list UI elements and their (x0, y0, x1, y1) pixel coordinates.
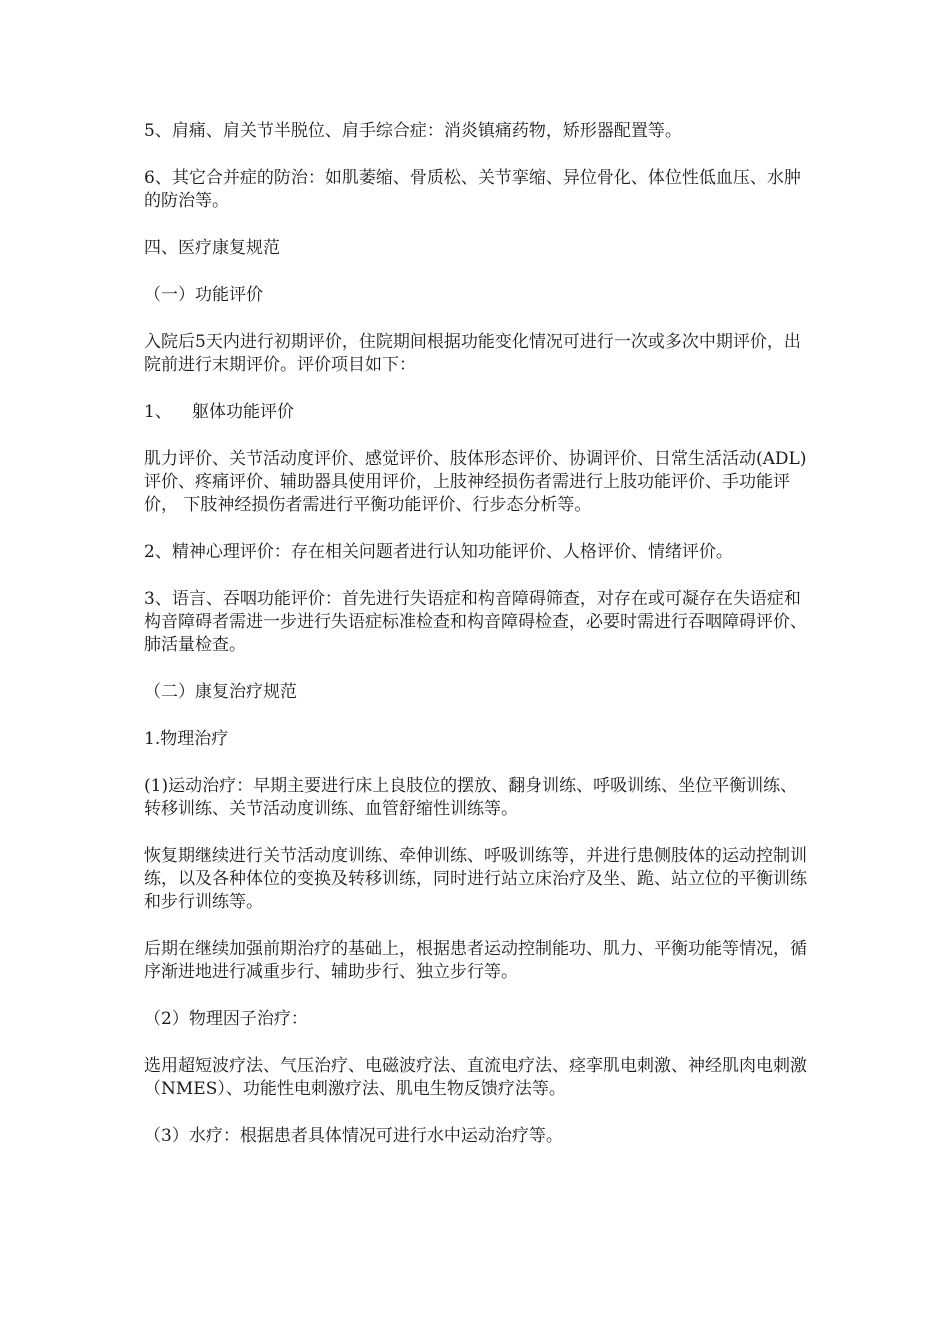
heading-physical-therapy: 1.物理治疗 (144, 729, 229, 749)
paragraph-exercise-therapy: (1)运动治疗：早期主要进行床上良肢位的摆放、翻身训练、呼吸训练、坐位平衡训练、转移训练、关节活动度训练、血管舒缩性训练等。 (144, 776, 798, 819)
list-item-label: 躯体功能评价 (192, 402, 294, 422)
subsection-heading-treatment-norms: （二）康复治疗规范 (144, 682, 297, 702)
paragraph-physical-factor-methods: 选用超短波疗法、气压治疗、电磁波疗法、直流电疗法、痉挛肌电刺激、神经肌肉电刺激（NMES）、功能性电刺激疗法、肌电生物反馈疗法等。 (144, 1056, 807, 1099)
paragraph-speech-swallow-evaluation: 3、语言、吞咽功能评价：首先进行失语症和构音障碍筛查，对存在或可凝存在失语症和构音障碍者需进一步进行失语症标准检查和构音障碍检查，必要时需进行吞咽障碍评价、肺活量检查。 (144, 589, 807, 655)
paragraph-mental-evaluation: 2、精神心理评价：存在相关问题者进行认知功能评价、人格评价、情绪评价。 (144, 542, 733, 562)
paragraph-recovery-phase: 恢复期继续进行关节活动度训练、牵伸训练、呼吸训练等，并进行患侧肢体的运动控制训练，以及各种体位的变换及转移训练，同时进行站立床治疗及坐、跪、站立位的平衡训练和步行训练等。 (144, 846, 807, 912)
document-body (144, 120, 814, 1172)
section-heading-rehab-norms: 四、医疗康复规范 (144, 238, 280, 258)
list-item-number: 1、 (144, 402, 172, 422)
heading-physical-factor-therapy: （2）物理因子治疗： (144, 1009, 308, 1029)
paragraph-complications: 6、其它合并症的防治：如肌萎缩、骨质松、关节挛缩、异位骨化、体位性低血压、水肿的防治等。 (144, 168, 801, 211)
paragraph-shoulder-pain: 5、肩痛、肩关节半脱位、肩手综合症：消炎镇痛药物，矫形器配置等。 (144, 121, 682, 141)
paragraph-hydrotherapy: （3）水疗：根据患者具体情况可进行水中运动治疗等。 (144, 1126, 563, 1146)
paragraph-later-phase: 后期在继续加强前期治疗的基础上，根据患者运动控制能功、肌力、平衡功能等情况，循序渐进地进行减重步行、辅助步行、独立步行等。 (144, 939, 807, 982)
list-item-body-function-evaluation (144, 401, 814, 424)
paragraph-body-function-items: 肌力评价、关节活动度评价、感觉评价、肢体形态评价、协调评价、日常生活活动(ADL)评价、疼痛评价、辅助器具使用评价，上肢神经损伤者需进行上肢功能评价、手功能评价， 下肢神经损伤者需进行平衡功能评价、行步态分析等。 (144, 449, 807, 515)
paragraph-evaluation-schedule: 入院后5天内进行初期评价，住院期间根据功能变化情况可进行一次或多次中期评价，出院前进行末期评价。评价项目如下： (144, 332, 801, 375)
subsection-heading-function-evaluation: （一）功能评价 (144, 285, 263, 305)
